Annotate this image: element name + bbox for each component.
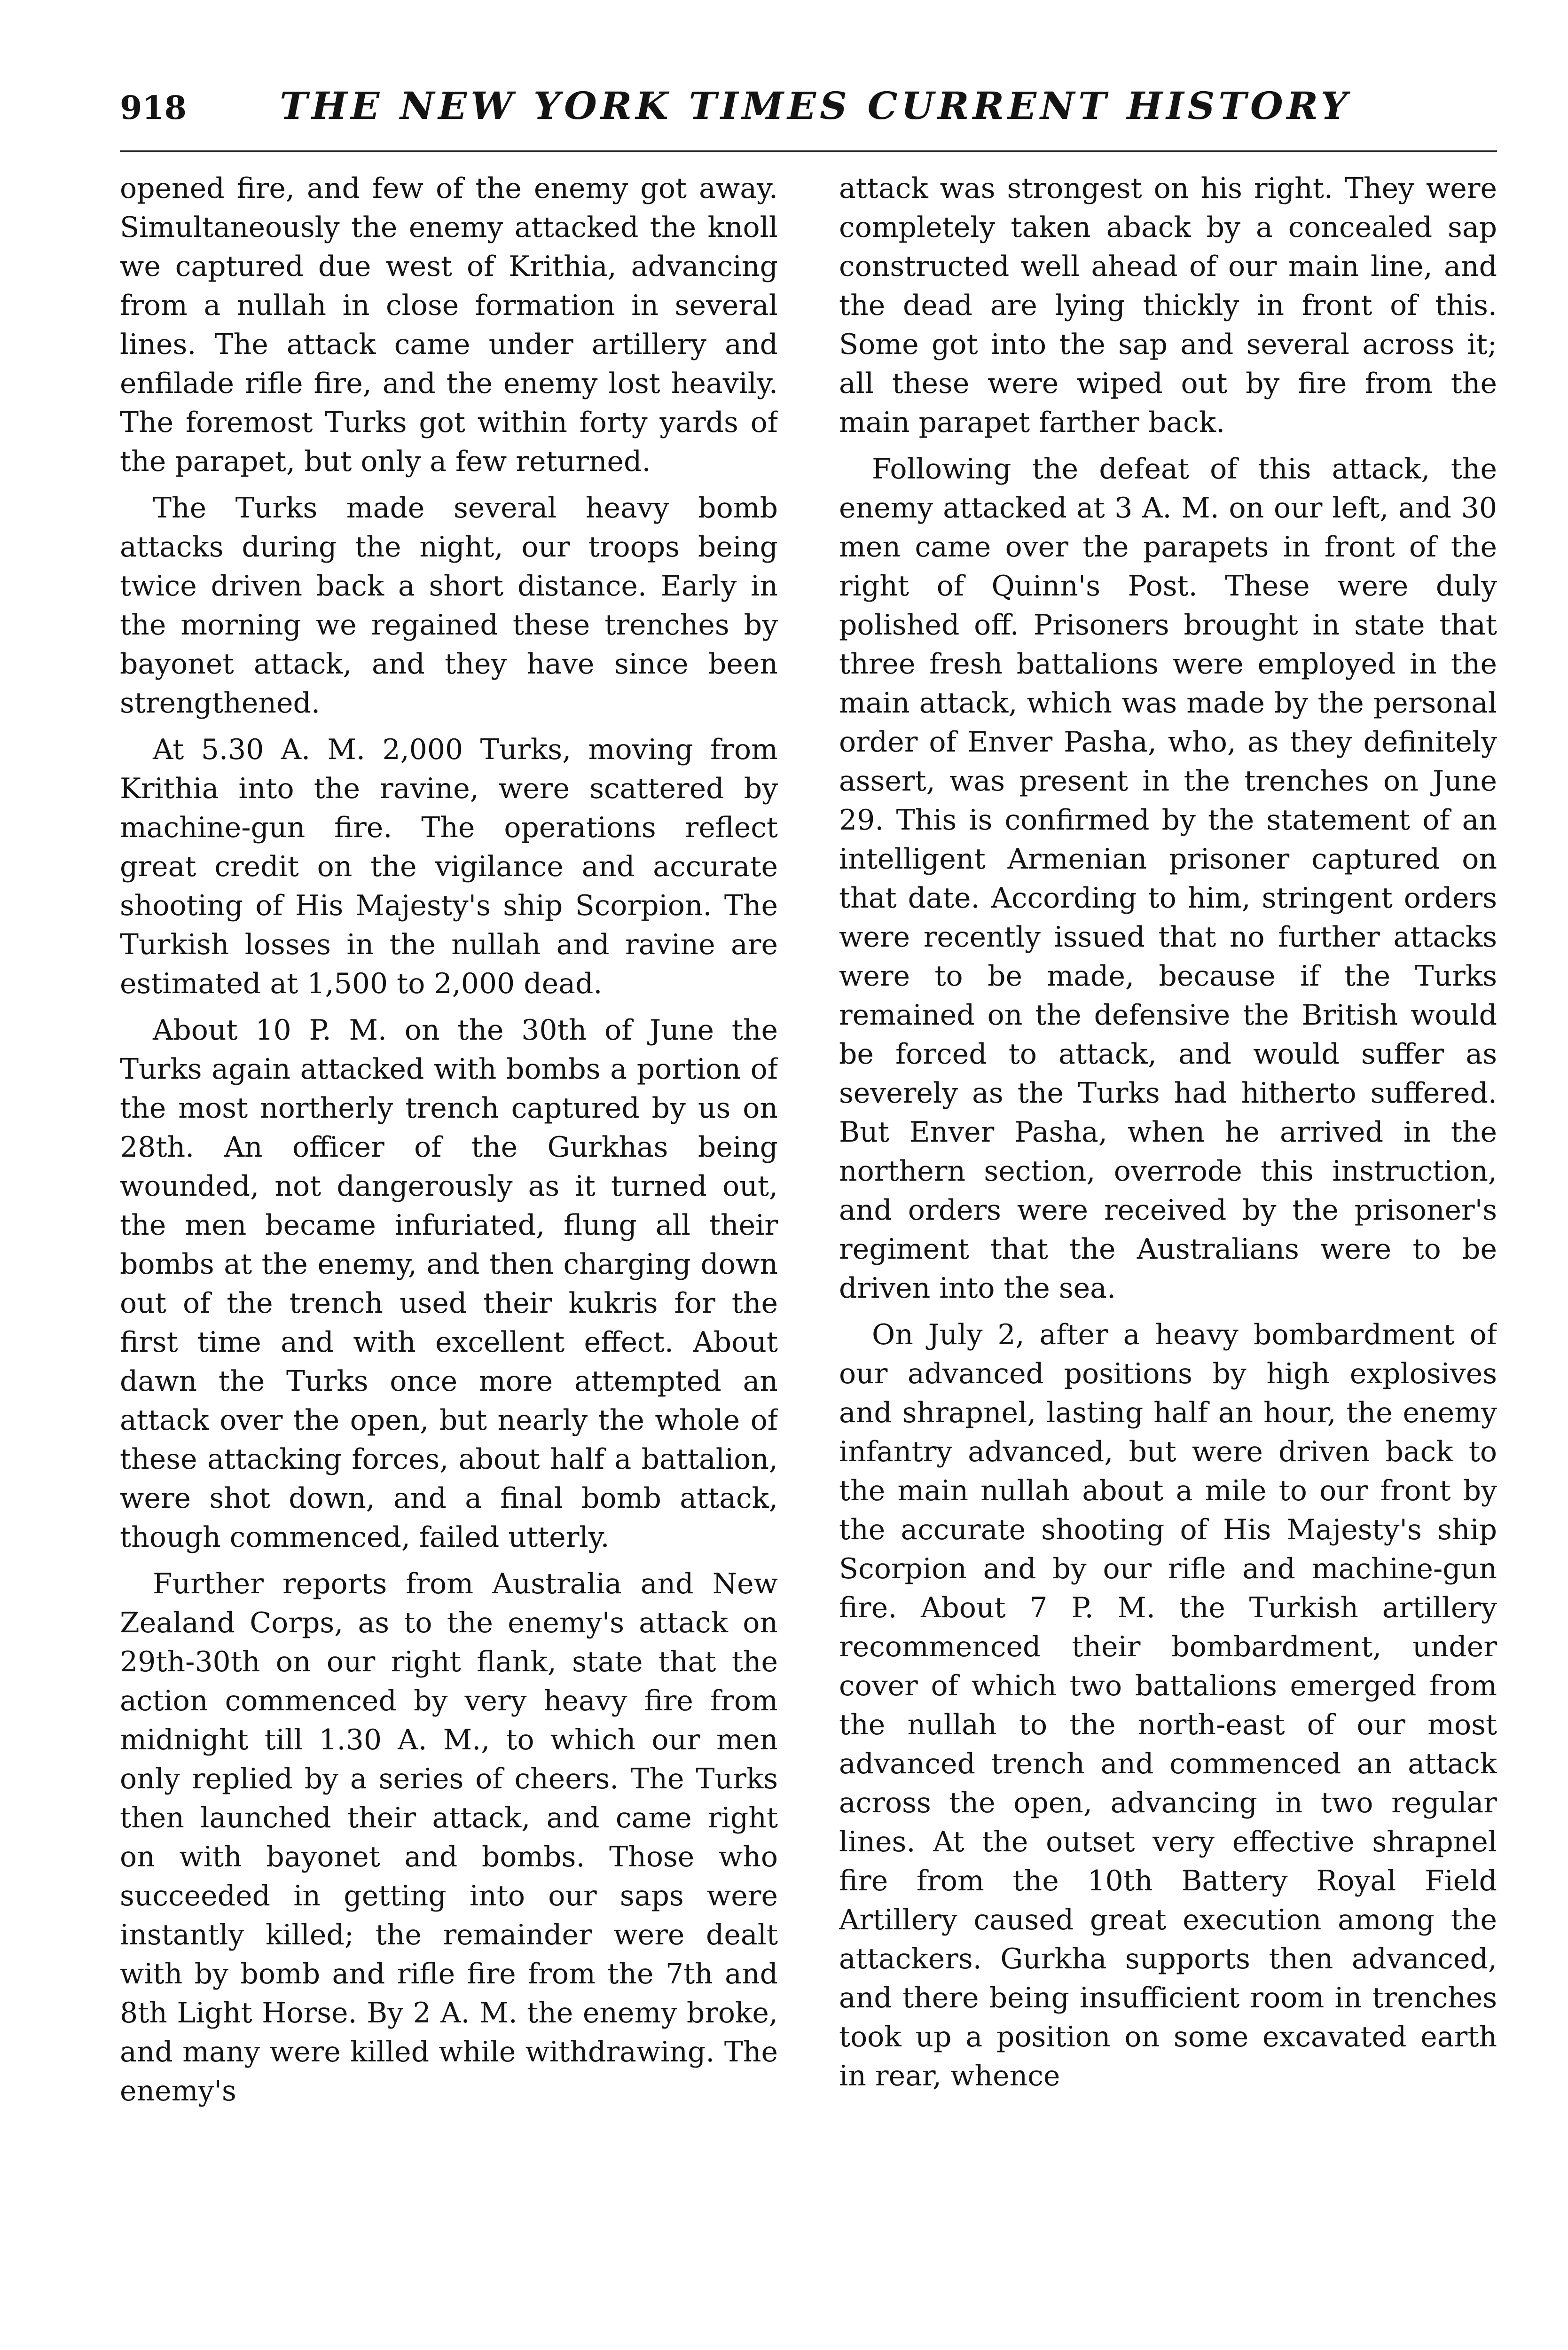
paragraph: attack was strongest on his right. They were completely taken aback by a concealed sap constructed well ahead of our main line, and the dead are lying thickly in front of this. Some got into the sap and several across it; all these were wiped out by fire from the main parapet farther back. [839, 172, 1497, 439]
paragraph: The Turks made several heavy bomb attacks during the night, our troops being twice driven back a short distance. Early in the morning we regained these trenches by bayonet attack, and they have since been strengthened. [120, 492, 778, 720]
paragraph: About 10 P. M. on the 30th of June the Turks again attacked with bombs a portion of the most northerly trench captured by us on 28th. An officer of the Gurkhas being wounded, not dangerously as it turned out, the men became infuriated, flung all their bombs at the enemy, and then charging down out of the trench used their kukris for the first time and with excellent effect. About dawn the Turks once more attempted an attack over the open, but nearly the whole of these attacking forces, about half a battalion, were shot down, and a final bomb attack, though commenced, failed utterly. [120, 1014, 778, 1554]
page-number: 918 [120, 89, 187, 127]
left-column [120, 169, 778, 2350]
page [120, 80, 1497, 2350]
article-body [120, 169, 1497, 2350]
paragraph: On July 2, after a heavy bombardment of our advanced positions by high explosives and shrapnel, lasting half an hour, the enemy infantry advanced, but were driven back to the main nullah about a mile to our front by the accurate shooting of His Majesty's ship Scorpion and by our rifle and machine-gun fire. About 7 P. M. the Turkish artillery recommenced their bombardment, under cover of which two battalions emerged from the nullah to the north-east of our most advanced trench and commenced an attack across the open, advancing in two regular lines. At the outset very effective shrapnel fire from the 10th Battery Royal Field Artillery caused great execution among the attackers. Gurkha supports then advanced, and there being insufficient room in trenches took up a position on some excavated earth in rear, whence [839, 1318, 1497, 2092]
paragraph: opened fire, and few of the enemy got away. Simultaneously the enemy attacked the knoll we captured due west of Krithia, advancing from a nullah in close formation in several lines. The attack came under artillery and enfilade rifle fire, and the enemy lost heavily. The foremost Turks got within forty yards of the parapet, but only a few returned. [120, 172, 778, 478]
paragraph: Further reports from Australia and New Zealand Corps, as to the enemy's attack on 29th-30th on our right flank, state that the action commenced by very heavy fire from midnight till 1.30 A. M., to which our men only replied by a series of cheers. The Turks then launched their attack, and came right on with bayonet and bombs. Those who succeeded in getting into our saps were instantly killed; the remainder were dealt with by bomb and rifle fire from the 7th and 8th Light Horse. By 2 A. M. the enemy broke, and many were killed while withdrawing. The enemy's [120, 1567, 778, 2107]
paragraph: At 5.30 A. M. 2,000 Turks, moving from Krithia into the ravine, were scattered by machine-gun fire. The operations reflect great credit on the vigilance and accurate shooting of His Majesty's ship Scorpion. The Turkish losses in the nullah and ravine are estimated at 1,500 to 2,000 dead. [120, 733, 778, 1000]
running-title: THE NEW YORK TIMES CURRENT HISTORY [280, 84, 1351, 128]
right-column [839, 169, 1497, 2350]
paragraph: Following the defeat of this attack, the enemy attacked at 3 A. M. on our left, and 30 men came over the parapets in front of the right of Quinn's Post. These were duly polished off. Prisoners brought in state that three fresh battalions were employed in the main attack, which was made by the personal order of Enver Pasha, who, as they definitely assert, was present in the trenches on June 29. This is confirmed by the statement of an intelligent Armenian prisoner captured on that date. According to him, stringent orders were recently issued that no further attacks were to be made, because if the Turks remained on the defensive the British would be forced to attack, and would suffer as severely as the Turks had hitherto suffered. But Enver Pasha, when he arrived in the northern section, overrode this instruction, and orders were received by the prisoner's regiment that the Australians were to be driven into the sea. [839, 453, 1497, 1305]
page-header [120, 80, 1497, 152]
